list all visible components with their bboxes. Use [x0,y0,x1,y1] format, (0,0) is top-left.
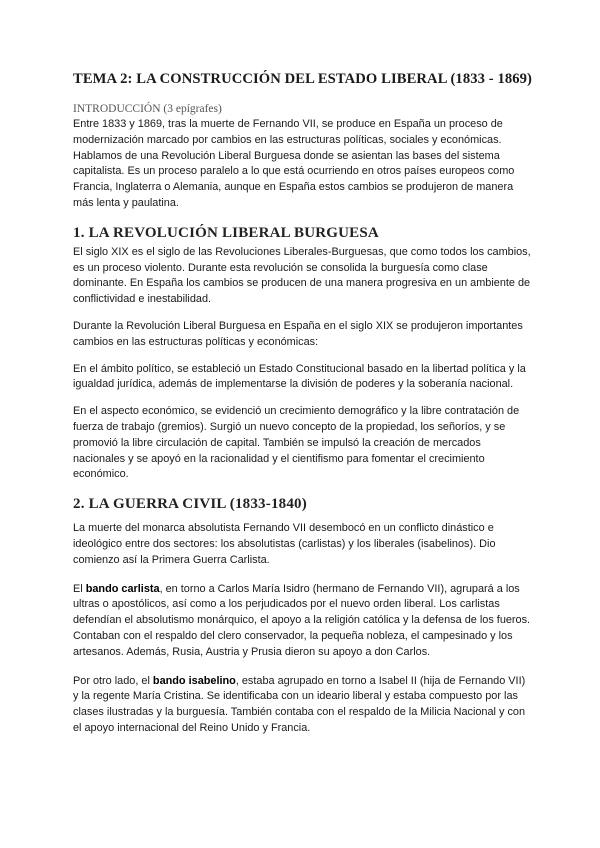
document-title: TEMA 2: LA CONSTRUCCIÓN DEL ESTADO LIBERAL (1833 - 1869) [73,71,533,87]
section-1-paragraph-3: En el ámbito político, se estableció un Estado Constitucional basado en la libertad política y la igualdad jurídica, además de implementarse la división de poderes y la soberanía nacional. [73,362,526,391]
section-1-paragraph-1: El siglo XIX es el siglo de las Revoluciones Liberales-Burguesas, que como todos los cambios, es un proceso violento. Durante esta revolución se consolida la burguesía como clase dominante. En España los cambios se producen de una manera progresiva en un ambiente de conflictividad e inestabilidad. [73,245,531,306]
intro-paragraph: Entre 1833 y 1869, tras la muerte de Fernando VII, se produce en España un proceso de modernización marcado por cambios en las estructuras políticas, sociales y económicas. Hablamos de una Revolución Liberal Burguesa donde se asientan las bases del sistema capitalista. Es un proceso paralelo a lo que está ocurriendo en otros países europeos como Francia, Inglaterra o Alemania, aunque en España estos cambios se produjeron de manera más lenta y paulatina. [73,118,515,209]
bando-carlista-term: bando carlista [85,582,160,595]
section-2-paragraph-3 [73,674,533,737]
section-2-heading: 2. LA GUERRA CIVIL (1833-1840) [73,496,307,513]
section-2-paragraph-2 [73,582,533,661]
section-1-paragraph-2: Durante la Revolución Liberal Burguesa en España en el siglo XIX se produjeron importantes cambios en las estructuras políticas y económicas: [73,319,523,348]
section-2-paragraph-3-text: , estaba agrupado en torno a Isabel II (hija de Fernando VII) y la regente María Cristina. Se identificaba con un ideario liberal y estaba compuesto por las clases ilustradas y la burguesía. También contaba con el respaldo de la Milicia Nacional y con el apoyo internacional del Reino Unido y Francia. [73,674,526,734]
section-2-paragraph-3-prefix: Por otro lado, el [73,674,153,687]
section-2-paragraph-1: La muerte del monarca absolutista Fernando VII desembocó en un conflicto dinástico e ideológico entre dos sectores: los absolutistas (carlistas) y los liberales (isabelinos). Dio comienzo así la Primera Guerra Carlista. [73,522,496,566]
section-2-paragraph-2-text: , en torno a Carlos María Isidro (hermano de Fernando VII), agrupará a los ultras o apostólicos, así como a los perjudicados por el nuevo orden liberal. Los carlistas defendían el absolutismo monárquico, el apoyo a la religión católica y la defensa de los fueros. Contaban con el respaldo del clero conservador, la pequeña nobleza, el campesinado y los artesanos. Además, Rusia, Austria y Prusia dieron su apoyo a don Carlos. [73,582,531,658]
section-1-heading: 1. LA REVOLUCIÓN LIBERAL BURGUESA [73,224,379,241]
bando-isabelino-term: bando isabelino [152,674,236,687]
intro-heading: INTRODUCCIÓN (3 epígrafes) [73,103,222,115]
section-1-paragraph-4: En el aspecto económico, se evidenció un crecimiento demográfico y la libre contratación de fuerza de trabajo (gremios). Surgió un nuevo concepto de la propiedad, los señoríos, y se promovió la libre circulación de capital. También se impulsó la creación de mercados nacionales y se apoyó en la racionalidad y el cientifismo para fomentar el crecimiento económico. [73,405,520,481]
section-2-paragraph-2-prefix: El [73,582,86,595]
document-content [73,71,533,748]
